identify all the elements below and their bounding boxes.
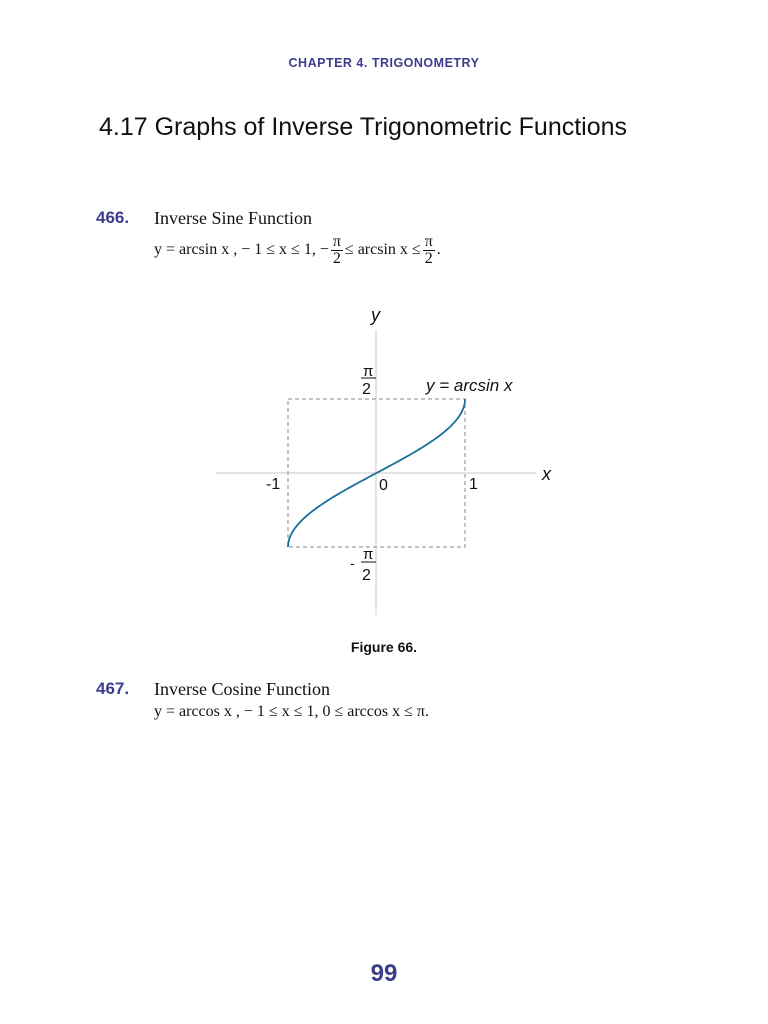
fraction-numerator: π — [424, 233, 433, 250]
pi-bottom-denominator: 2 — [362, 567, 371, 584]
fraction-denominator: 2 — [424, 250, 433, 267]
formula-arcsin-lhs: y = arcsin x , − 1 ≤ x ≤ 1, − — [154, 241, 329, 259]
formula-arccos: y = arccos x , − 1 ≤ x ≤ 1, 0 ≤ arccos x ≤ π. — [154, 703, 429, 720]
section-title: 4.17 Graphs of Inverse Trigonometric Functions — [99, 113, 628, 141]
item-number-467: 467. — [96, 679, 130, 698]
y-axis-label: y — [371, 305, 380, 325]
pi-top-numerator: π — [363, 363, 374, 380]
formula-arcsin-mid: ≤ arcsin x ≤ — [344, 241, 421, 259]
page-number: 99 — [370, 960, 398, 987]
figure-caption: Figure 66. — [350, 639, 418, 655]
tick-label-neg-one: -1 — [266, 476, 281, 493]
tick-label-one: 1 — [469, 476, 478, 493]
pi-bottom-sign: - — [350, 555, 355, 571]
fraction-denominator: 2 — [332, 250, 341, 267]
item-heading-466: Inverse Sine Function — [154, 208, 312, 228]
tick-label-zero: 0 — [379, 477, 388, 494]
pi-top-denominator: 2 — [362, 381, 371, 398]
item-number-466: 466. — [96, 208, 130, 227]
curve-label: y = arcsin x — [426, 376, 513, 395]
chapter-header: CHAPTER 4. TRIGONOMETRY — [288, 56, 480, 70]
formula-arcsin-end: . — [436, 241, 441, 259]
pi-bottom-numerator: π — [363, 546, 374, 563]
fraction-numerator: π — [332, 233, 341, 250]
item-heading-467: Inverse Cosine Function — [154, 679, 330, 699]
x-axis-label: x — [542, 464, 551, 484]
